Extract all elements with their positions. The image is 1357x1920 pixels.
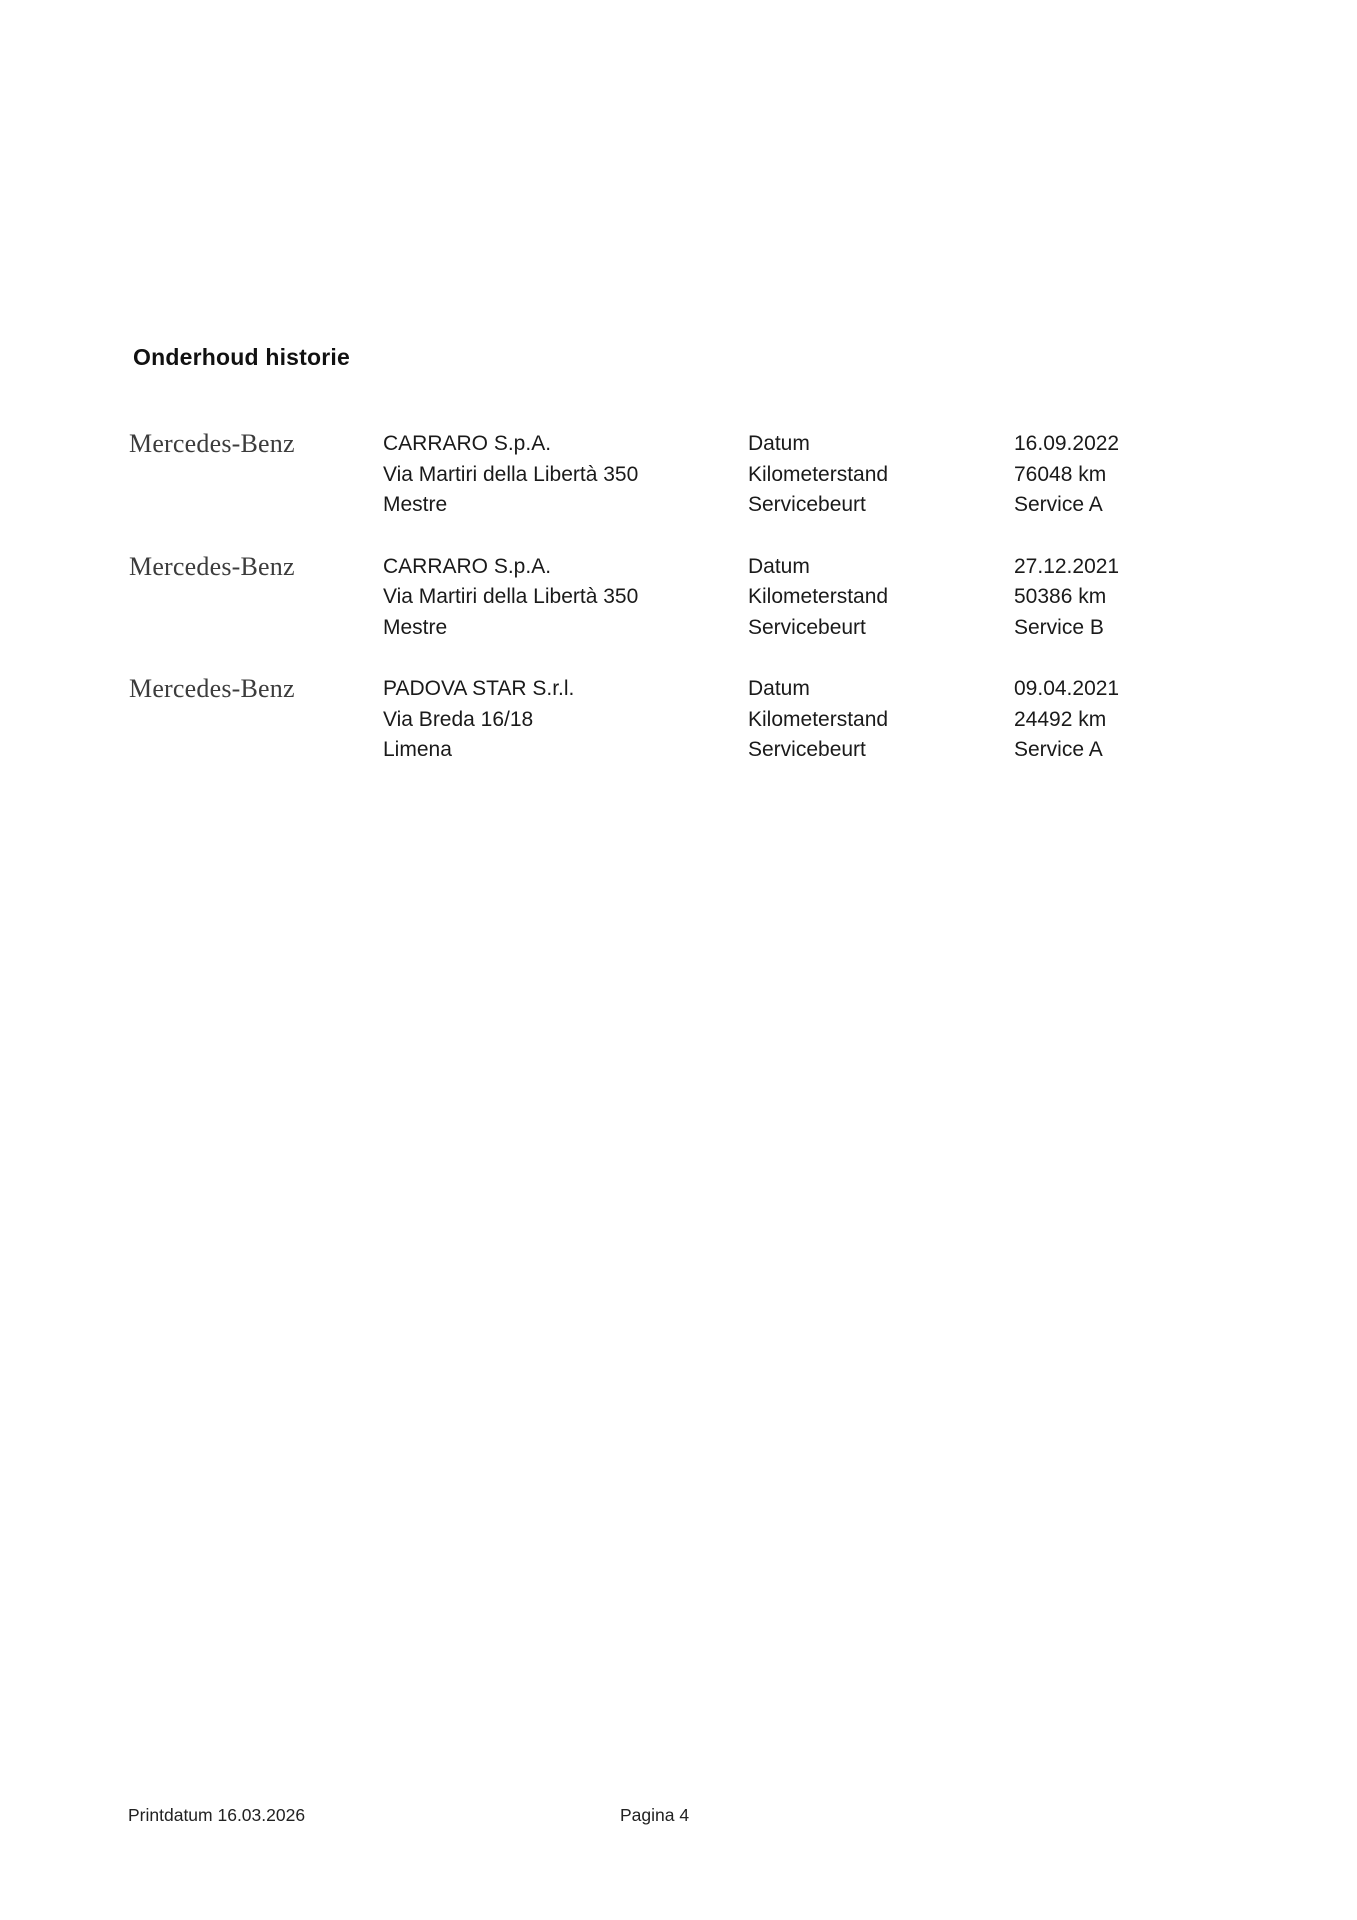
dealer-street: Via Martiri della Libertà 350	[383, 585, 639, 608]
brand-name: Mercedes-Benz	[129, 551, 295, 581]
service-label: Servicebeurt	[748, 738, 866, 761]
service-value: Service A	[1014, 493, 1103, 516]
date-value: 09.04.2021	[1014, 677, 1120, 700]
footer-print-date: Printdatum 16.03.2026	[128, 1805, 306, 1825]
field-labels	[748, 429, 1014, 521]
brand-name: Mercedes-Benz	[129, 674, 295, 703]
dealer-city: Mestre	[383, 615, 448, 639]
mileage-label: Kilometerstand	[748, 707, 889, 731]
field-values	[1014, 674, 1229, 766]
service-value: Service A	[1014, 738, 1103, 761]
footer-page-number: Pagina 4	[620, 1805, 690, 1825]
service-label: Servicebeurt	[748, 615, 866, 639]
field-values	[1014, 552, 1229, 644]
date-label: Datum	[748, 554, 810, 578]
dealer-info	[383, 674, 748, 766]
dealer-name: CARRARO S.p.A.	[383, 554, 552, 578]
field-values	[1014, 429, 1229, 521]
date-value: 16.09.2022	[1014, 432, 1120, 455]
dealer-info	[383, 552, 748, 644]
field-labels	[748, 674, 1014, 766]
mileage-value: 76048 km	[1014, 462, 1107, 486]
dealer-street: Via Breda 16/18	[383, 707, 534, 731]
service-value: Service B	[1014, 615, 1104, 639]
service-history-list	[129, 429, 1229, 797]
dealer-city: Limena	[383, 738, 452, 761]
dealer-name: PADOVA STAR S.r.l.	[383, 677, 575, 700]
field-labels	[748, 552, 1014, 644]
service-label: Servicebeurt	[748, 493, 866, 516]
date-label: Datum	[748, 677, 810, 700]
mileage-value: 24492 km	[1014, 707, 1107, 731]
dealer-name: CARRARO S.p.A.	[383, 432, 552, 455]
service-record-3	[129, 674, 1229, 766]
service-record-2	[129, 552, 1229, 644]
brand-name: Mercedes-Benz	[129, 429, 295, 458]
mileage-value: 50386 km	[1014, 585, 1107, 608]
dealer-city: Mestre	[383, 493, 448, 516]
dealer-info	[383, 429, 748, 521]
service-record-1	[129, 429, 1229, 521]
mileage-label: Kilometerstand	[748, 585, 889, 608]
date-value: 27.12.2021	[1014, 554, 1120, 578]
date-label: Datum	[748, 432, 810, 455]
dealer-street: Via Martiri della Libertà 350	[383, 462, 639, 486]
mileage-label: Kilometerstand	[748, 462, 889, 486]
page-title: Onderhoud historie	[133, 344, 350, 370]
